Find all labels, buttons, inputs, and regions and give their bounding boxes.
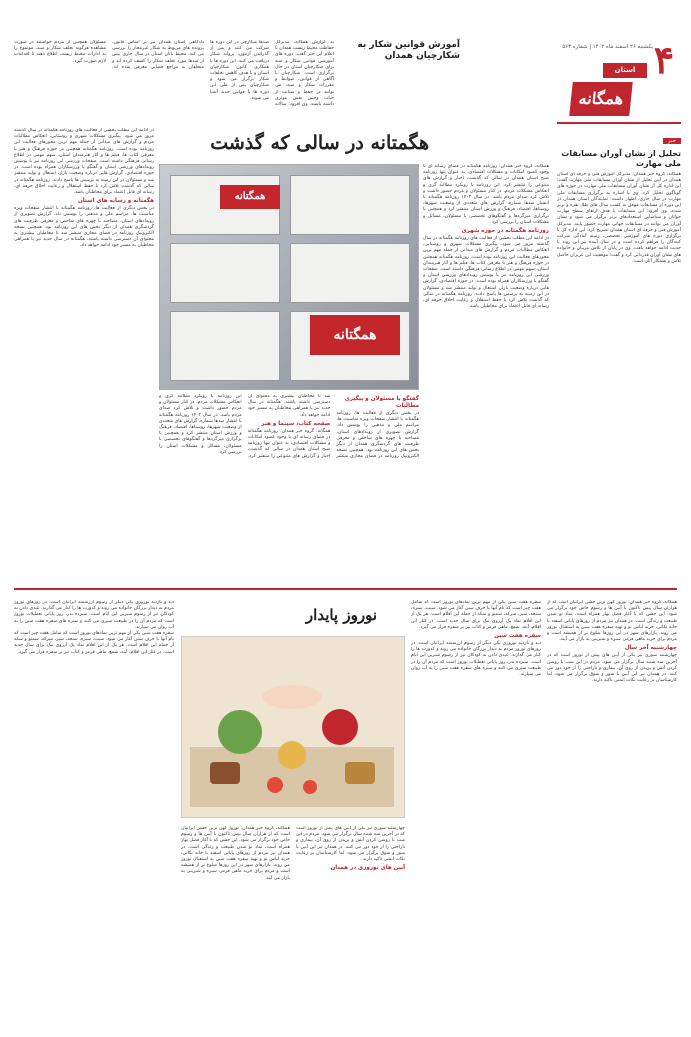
story-continued xyxy=(14,40,204,120)
nowruz-column xyxy=(411,600,541,1020)
sidebar-tag: خبر xyxy=(663,138,681,144)
feature-title: هگمتانه در سالی که گذشت xyxy=(210,132,429,154)
nowruz-body: دید و بازدید نوروزی یکی دیگر از رسوم ارزشمند ایرانیان است. در روزهای نوروز مردم به دیدار بزرگان خانواده می روند و کدورت ها را کنار می گذارند. عیدی دادن به کودکان نیز از رسوم شیرین این ایام است. سیزده بدر، روز پایانی تعطیلات نوروز است که مردم آن را در طبیعت سپری می کنند و سبزه های سفره هفت سین را به آب روان می سپارند. xyxy=(14,600,174,630)
feature-subheading: گفتگو با مسئولان و پیگیری مطالبات xyxy=(344,396,419,409)
feature-body: همگانه، گروه خبر همدان: روزنامه هگمتانه در فضای رسانه ای با وجود کمبود امکانات و مشکلات اقتصادی، به عنوان تنها روزنامه صبح استان همدان در سالی که گذشت، اخبار و گزارش های متنوعی را منتشر کرد. این روزنامه با رویکرد مطالبه گری و انعکاس مشکلات مردم، در کنار مسئولان و مردم حضور داشت و تلاش کرد صدای مردم باشد. در سال ۱۴۰۲ روزنامه هگمتانه با انتشار صدها شماره، گزارش های متعددی از وضعیت شهرها، روستاها، اقتصاد، فرهنگ و ورزش استان منتشر کرد و همچنین با برگزاری میزگردها و گفتگوهای تخصصی با مسئولان، مسائل و مشکلات استان را بررسی کرد. xyxy=(423,164,549,225)
feature-subheading: صفحه کتاب، سینما و هنر xyxy=(261,420,331,427)
feature-subheading: روزنامه هگمتانه در حوزه شهری xyxy=(461,228,549,235)
nowruz-body: دید و بازدید نوروزی یکی دیگر از رسوم ارزشمند ایرانیان است. در روزهای نوروز مردم به دیدار بزرگان خانواده می روند و کدورت ها را کنار می گذارند. عیدی دادن به کودکان نیز از رسوم شیرین این ایام است. سیزده بدر، روز پایانی تعطیلات نوروز است که مردم آن را در طبیعت سپری می کنند و سبزه های سفره هفت سین را به آب روان می سپارند. xyxy=(411,641,541,678)
nowruz-body: همگانه، گروه خبر همدان: نوروز کهن ترین جشن ایرانیان است که از هزاران سال پیش تاکنون با آیین ها و رسوم خاص خود برگزار می شود. این جشن که با آغاز فصل بهار همراه است، نماد نو شدن طبیعت و زندگی است. در همدان نیز مردم از روزهای پایانی اسفند با خانه تکانی، خرید لباس نو و تهیه سفره هفت سین به استقبال نوروز می روند. بازارهای شهر در این روزها شلوغ تر از همیشه است و مردم برای خرید ماهی قرمز، سبزه و شیرینی به بازار می آیند. xyxy=(547,600,677,643)
feature-body: در بخش دیگری از فعالیت ها، روزنامه هگمتانه با انتشار صفحات ویژه مناسبت ها، مراسم ملی و مذهبی را پوشش داد. گزارش تصویری از رویدادهای استان، مصاحبه با چهره های شاخص و معرفی ظرفیت های گردشگری همدان از دیگر بخش های این روزنامه بود. همچنین نسخه الکترونیک روزنامه در فضای مجازی منتشر شد تا مخاطبان بیشتری به محتوای آن دسترسی داشته باشند. هگمتانه در سال جدید نیز با همراهی مخاطبان به مسیر خود ادامه خواهد داد. xyxy=(14,206,154,249)
feature-subheading: هگمتانه و رسانه های استان xyxy=(77,198,154,205)
haft-sin-photo xyxy=(181,636,405,818)
nowruz-body: همگانه، گروه خبر همدان: نوروز کهن ترین جشن ایرانیان است که از هزاران سال پیش تاکنون با آیین ها و رسوم خاص خود برگزار می شود. این جشن که با آغاز فصل بهار همراه است، نماد نو شدن طبیعت و زندگی است. در همدان نیز مردم از روزهای پایانی اسفند با خانه تکانی، خرید لباس نو و تهیه سفره هفت سین به استقبال نوروز می روند. بازارهای شهر در این روزها شلوغ تر از همیشه است و مردم برای خرید ماهی قرمز، سبزه و شیرینی به بازار می آیند. xyxy=(181,826,290,881)
page-number: ۴ xyxy=(653,37,675,82)
feature-column-left xyxy=(14,128,154,574)
nowruz-body: چهارشنبه سوری نیز یکی از آیین های پیش از نوروز است که در آخرین سه شنبه سال برگزار می شود. مردم در این شب با روشن کردن آتش و پریدن از روی آن، بیماری و ناراحتی را از خود دور می کنند. در همدان نیز این آیین با شور و شوق برگزار می شود، اما کارشناسان بر رعایت نکات ایمنی تاکید دارند. xyxy=(296,826,405,863)
feature-body: در ادامه این مطلب بخشی از فعالیت های روزنامه هگمتانه در سال گذشته مرور می شود. پیگیری مشکلات شهری و روستایی، انعکاس مطالبات مردم و گزارش های میدانی از جمله مهم ترین محورهای فعالیت این روزنامه بوده است. روزنامه هگمتانه همچنین در حوزه فرهنگ و هنر با معرفی کتاب ها، فیلم ها و آثار هنرمندان استان، سهم مهمی در اطلاع رسانی فرهنگی داشته است. صفحات ورزشی این روزنامه نیز با پوشش رویدادهای ورزشی استان و گفتگو با ورزشکاران همراه بوده است. در حوزه اقتصادی، گزارش هایی درباره وضعیت بازار، اشتغال و تولید منتشر شد و مسئولان در این زمینه به پرسش ها پاسخ دادند. روزنامه هگمتانه در سالی که گذشت تلاش کرد با حفظ استقلال و رعایت اخلاق حرفه ای، رسانه ای قابل اعتماد برای مخاطبان باشد. xyxy=(423,236,549,310)
nowruz-subheading: چهارشنبه آخر سال xyxy=(624,645,677,652)
feature-column-bottom xyxy=(159,394,419,574)
feature-body: در بخش دیگری از فعالیت ها، روزنامه هگمتانه با انتشار صفحات ویژه مناسبت ها، مراسم ملی و مذهبی را پوشش داد. گزارش تصویری از رویدادهای استان، مصاحبه با چهره های شاخص و معرفی ظرفیت های گردشگری همدان از دیگر بخش های این روزنامه بود. همچنین نسخه الکترونیک روزنامه در فضای مجازی منتشر شد تا مخاطبان بیشتری به محتوای آن دسترسی داشته باشند. هگمتانه در سال جدید نیز با همراهی مخاطبان به مسیر خود ادامه خواهد داد. xyxy=(247,394,419,460)
nowruz-subheading: سفره هفت سین xyxy=(494,633,541,640)
story-body: دادگاهی استان همدان نیز بر اساس قانون، پرونده های مربوط به شکار غیرمجاز را بررسی می کند. محیط بانان استان در سال جاری بیش از صدها مورد تخلف شکار را کشف کرده اند و متخلفان به مراجع قضایی معرفی شده اند. مسئولان همچنین از مردم خواستند در صورت مشاهده هرگونه تخلف شکار و صید، موضوع را به ادارات محیط زیست اطلاع دهند تا اقدامات لازم صورت گیرد. xyxy=(14,40,204,70)
story-hunting-laws xyxy=(210,40,460,120)
nowruz-subheading: آیین های نوروزی در همدان xyxy=(330,865,405,872)
section-label: استان xyxy=(603,63,647,78)
nowruz-column xyxy=(547,600,677,1020)
cover-logo: همگتانه xyxy=(220,185,280,209)
feature-article xyxy=(14,122,549,582)
nowruz-body: چهارشنبه سوری نیز یکی از آیین های پیش از نوروز است که در آخرین سه شنبه سال برگزار می شود. مردم در این شب با روشن کردن آتش و پریدن از روی آن، بیماری و ناراحتی را از خود دور می کنند. در همدان نیز این آیین با شور و شوق برگزار می شود، اما کارشناسان بر رعایت نکات ایمنی تاکید دارند. xyxy=(547,653,677,684)
nowruz-title: نوروز پایدار xyxy=(305,606,377,624)
sidebar-headline: تجلیل از نشان آوران مسابقات ملی مهارت xyxy=(561,149,681,168)
date-line: یکشنبه ۲۶ اسفند ماه ۱۴۰۲ | شماره ۵۶۳ xyxy=(562,44,653,50)
feature-body: همگانه، گروه خبر همدان: روزنامه هگمتانه در فضای رسانه ای با وجود کمبود امکانات و مشکلات اقتصادی، به عنوان تنها روزنامه صبح استان همدان در سالی که گذشت، اخبار و گزارش های متنوعی را منتشر کرد. این روزنامه با رویکرد مطالبه گری و انعکاس مشکلات مردم، در کنار مسئولان و مردم حضور داشت و تلاش کرد صدای مردم باشد. در سال ۱۴۰۲ روزنامه هگمتانه با انتشار صدها شماره، گزارش های متعددی از وضعیت شهرها، روستاها، اقتصاد، فرهنگ و ورزش استان منتشر کرد و همچنین با برگزاری میزگردها و گفتگوهای تخصصی با مسئولان، مسائل و مشکلات استان را بررسی کرد. xyxy=(159,394,331,459)
nowruz-article xyxy=(14,588,677,1028)
haft-sin-illustration xyxy=(181,637,404,818)
newspaper-logo: همگانه xyxy=(569,82,633,116)
cover-logo: همگتانه xyxy=(310,315,400,355)
newspaper-rack-photo xyxy=(159,164,419,390)
feature-column-right xyxy=(423,164,549,574)
nowruz-body: سفره هفت سین یکی از مهم ترین نمادهای نوروز است که شامل هفت چیز است که نام آنها با حرف سین آغاز می شود. سیب، سبزه، سنجد، سیر، سرکه، سمنو و سکه از جمله این اقلام است. هر یک از این اقلام نماد یک آرزوی نیک برای سال جدید است. در کنار این اقلام، آینه، شمع، ماهی قرمز و کتاب نیز بر سفره قرار می گیرد. xyxy=(411,600,541,630)
feature-body: در ادامه این مطلب بخشی از فعالیت های روزنامه هگمتانه در سال گذشته مرور می شود. پیگیری مشکلات شهری و روستایی، انعکاس مطالبات مردم و گزارش های میدانی از جمله مهم ترین محورهای فعالیت این روزنامه بوده است. روزنامه هگمتانه همچنین در حوزه فرهنگ و هنر با معرفی کتاب ها، فیلم ها و آثار هنرمندان استان، سهم مهمی در اطلاع رسانی فرهنگی داشته است. صفحات ورزشی این روزنامه نیز با پوشش رویدادهای ورزشی استان و گفتگو با ورزشکاران همراه بوده است. در حوزه اقتصادی، گزارش هایی درباره وضعیت بازار، اشتغال و تولید منتشر شد و مسئولان در این زمینه به پرسش ها پاسخ دادند. روزنامه هگمتانه در سالی که گذشت تلاش کرد با حفظ استقلال و رعایت اخلاق حرفه ای، رسانه ای قابل اعتماد برای مخاطبان باشد. xyxy=(14,128,154,196)
story-headline: آموزش قوانین شکار به شکارچیان همدان xyxy=(357,40,460,61)
nowruz-column xyxy=(14,600,174,1020)
story-body: به گزارش همگانه، مدیرکل حفاظت محیط زیست همدان با اعلام این خبر گفت: دوره های آموزشی قوانین شکار و صید برای شکارچیان استان در حال برگزاری است. شکارچیان با آگاهی از قوانین، ضوابط و مقررات شکار و صید، می توانند در حفظ و صیانت از حیات وحش نقش موثری داشته باشند. وی افزود: سالانه صدها شکارچی در این دوره ها شرکت می کنند و پس از گذراندن آزمون، پروانه شکار دریافت می کنند. این دوره ها با همکاری کانون شکارچیان استان و با هدف کاهش تخلفات شکار برگزار می شود و شکارچیان پس از طی این دوره ها با قوانین جدید آشنا می شوند. xyxy=(210,40,334,108)
nowruz-column xyxy=(181,826,405,1016)
sidebar-body: همگانه، گروه خبر همدان: مدیرکل آموزش فنی و حرفه ای استان همدان در آیین تجلیل از نشان آوران مسابقات ملی مهارت گفت: این اداره کل از نشان آوران مسابقات ملی مهارت در حوزه های گوناگون تجلیل کرد. وی با اشاره به برگزاری مسابقات ملی مهارت در سال جاری، اظهار داشت: نمایندگان استان همدان در این دوره از مسابقات موفق به کسب مدال های طلا، نقره و برنز شدند. وی افزود: این مسابقات با هدف ارتقای سطح مهارت جوانان و شناسایی استعدادهای برتر برگزار می شود و نشان آوران می توانند در مسابقات جهانی مهارت حضور یابند. مدیرکل آموزش فنی و حرفه ای استان همدان تصریح کرد: این اداره کل با برگزاری دوره های آموزشی تخصصی، زمینه آمادگی شرکت کنندگان را فراهم کرده است و در سال آینده نیز این روند با جدیت ادامه خواهد یافت. وی در پایان از تلاش مربیان و خانواده های نشان آوران قدردانی کرد و گفت: موفقیت این عزیزان حاصل تلاش و پشتکار آنان است. xyxy=(557,172,681,264)
sidebar-news xyxy=(557,122,681,582)
nowruz-body: سفره هفت سین یکی از مهم ترین نمادهای نوروز است که شامل هفت چیز است که نام آنها با حرف سین آغاز می شود. سیب، سبزه، سنجد، سیر، سرکه، سمنو و سکه از جمله این اقلام است. هر یک از این اقلام نماد یک آرزوی نیک برای سال جدید است. در کنار این اقلام، آینه، شمع، ماهی قرمز و کتاب نیز بر سفره قرار می گیرد. xyxy=(14,631,174,655)
